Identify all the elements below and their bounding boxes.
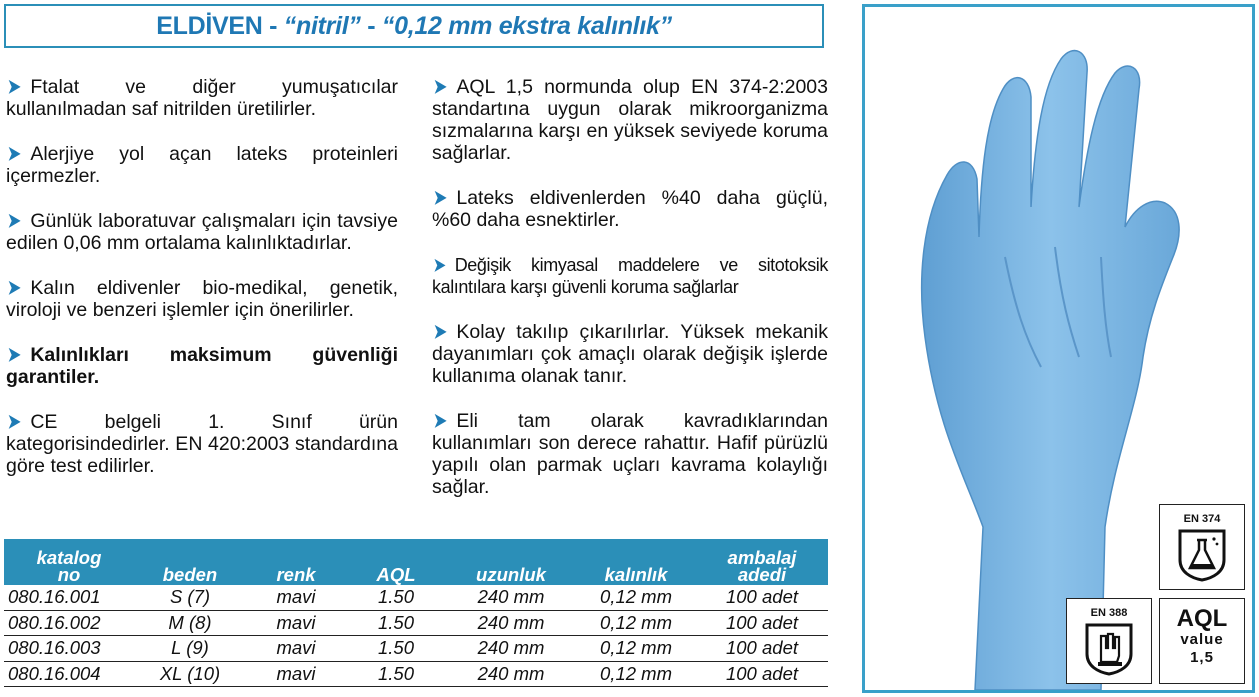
header-text: katalog no xyxy=(36,547,102,585)
cell-catalog: 080.16.001 xyxy=(4,585,134,610)
aql-value-label: value xyxy=(1180,631,1224,648)
cell-thickness: 0,12 mm xyxy=(576,610,696,636)
header-text: kalınlık xyxy=(604,564,668,585)
chevron-right-icon: ➤ xyxy=(433,410,447,432)
chevron-right-icon: ➤ xyxy=(7,344,21,366)
cell-color: mavi xyxy=(246,661,346,687)
cell-package: 100 adet xyxy=(696,636,828,662)
header-text: uzunluk xyxy=(476,564,546,585)
cell-thickness: 0,12 mm xyxy=(576,636,696,662)
title-italic-thickness: “0,12 mm ekstra kalınlık” xyxy=(381,11,672,40)
bullet-text: AQL 1,5 normunda olup EN 374-2:2003 standartına uygun olarak mikroorganizma sızmalarına karşı en yüksek seviyede koruma sağlarlar. xyxy=(432,76,828,164)
column-header-catalog xyxy=(4,539,134,585)
cell-thickness: 0,12 mm xyxy=(576,585,696,610)
aql-value: 1,5 xyxy=(1190,649,1214,666)
cell-length: 240 mm xyxy=(446,661,576,687)
en388-certification-badge xyxy=(1066,598,1152,684)
chevron-right-icon: ➤ xyxy=(433,76,447,98)
bullet-text: CE belgeli 1. Sınıf ürün kategorisindedirler. EN 420:2003 standardına göre test edilirler. xyxy=(6,411,398,477)
title-italic-nitril: “nitril” xyxy=(283,11,361,40)
cell-length: 240 mm xyxy=(446,636,576,662)
table-header-row xyxy=(4,539,828,585)
cell-length: 240 mm xyxy=(446,610,576,636)
header-text: beden xyxy=(162,564,218,585)
column-header-thickness xyxy=(576,539,696,585)
cell-thickness: 0,12 mm xyxy=(576,661,696,687)
cell-size: L (9) xyxy=(134,636,246,662)
table-row xyxy=(4,585,828,610)
page-title xyxy=(156,12,672,41)
cell-size: XL (10) xyxy=(134,661,246,687)
column-header-color xyxy=(246,539,346,585)
chevron-right-icon: ➤ xyxy=(433,255,446,275)
feature-list-right xyxy=(432,76,828,521)
list-item xyxy=(6,210,398,254)
chevron-right-icon: ➤ xyxy=(433,187,447,209)
list-item xyxy=(6,277,398,321)
en388-label: EN 388 xyxy=(1090,607,1128,619)
bullet-text: Lateks eldivenlerden %40 daha güçlü, %60 daha esnektirler. xyxy=(432,187,828,231)
chevron-right-icon: ➤ xyxy=(7,411,21,433)
column-header-aql xyxy=(346,539,446,585)
cell-size: M (8) xyxy=(134,610,246,636)
cell-catalog: 080.16.003 xyxy=(4,636,134,662)
table-row xyxy=(4,636,828,662)
aql-title: AQL xyxy=(1176,605,1228,632)
cell-aql: 1.50 xyxy=(346,610,446,636)
bullet-text: Ftalat ve diğer yumuşatıcılar kullanılmadan saf nitrilden üretilirler. xyxy=(6,76,398,120)
cell-package: 100 adet xyxy=(696,585,828,610)
cell-aql: 1.50 xyxy=(346,661,446,687)
list-item xyxy=(432,254,828,298)
cell-aql: 1.50 xyxy=(346,636,446,662)
bullet-text: Eli tam olarak kavradıklarından kullanımları son derece rahattır. Hafif pürüzlü yapılı olan parmak uçları kavrama kolaylığı sağlar. xyxy=(432,410,828,498)
mechanical-glove-icon xyxy=(1084,622,1134,676)
cell-length: 240 mm xyxy=(446,585,576,610)
title-banner xyxy=(4,4,824,48)
list-item xyxy=(6,143,398,187)
cell-package: 100 adet xyxy=(696,661,828,687)
chevron-right-icon: ➤ xyxy=(7,210,21,232)
chevron-right-icon: ➤ xyxy=(433,321,447,343)
bullet-text: Kalın eldivenler bio-medikal, genetik, viroloji ve benzeri işlemler için önerilirler. xyxy=(6,277,398,321)
list-item xyxy=(432,187,828,231)
header-text: renk xyxy=(276,564,316,585)
aql-value-badge xyxy=(1159,598,1245,684)
list-item xyxy=(432,76,828,164)
chemical-flask-icon xyxy=(1177,528,1227,582)
en374-certification-badge xyxy=(1159,504,1245,590)
chevron-right-icon: ➤ xyxy=(7,277,21,299)
glove-shape xyxy=(922,51,1179,690)
header-text: AQL xyxy=(376,564,416,585)
feature-list-left xyxy=(6,76,398,500)
header-text: ambalaj adedi xyxy=(727,547,797,585)
list-item xyxy=(6,411,398,477)
bullet-text: Değişik kimyasal maddelere ve sitotoksik kalıntılara karşı güvenli koruma sağlarlar xyxy=(432,255,828,297)
cell-catalog: 080.16.004 xyxy=(4,661,134,687)
list-item xyxy=(6,76,398,120)
en374-label: EN 374 xyxy=(1183,513,1221,525)
cell-color: mavi xyxy=(246,585,346,610)
table-row xyxy=(4,610,828,636)
cell-color: mavi xyxy=(246,636,346,662)
cell-color: mavi xyxy=(246,610,346,636)
list-item xyxy=(432,321,828,387)
bullet-text: Günlük laboratuvar çalışmaları için tavsiye edilen 0,06 mm ortalama kalınlıktadırlar. xyxy=(6,210,398,254)
product-spec-table xyxy=(4,539,828,687)
cell-aql: 1.50 xyxy=(346,585,446,610)
title-separator: - xyxy=(360,11,382,40)
product-photo xyxy=(862,4,1255,693)
list-item xyxy=(432,410,828,498)
chevron-right-icon: ➤ xyxy=(7,76,21,98)
column-header-length xyxy=(446,539,576,585)
bullet-text: Kalınlıkları maksimum güvenliği garantiler. xyxy=(6,344,398,388)
cell-size: S (7) xyxy=(134,585,246,610)
column-header-package xyxy=(696,539,828,585)
title-main: ELDİVEN - xyxy=(156,11,284,40)
cell-package: 100 adet xyxy=(696,610,828,636)
bullet-text: Alerjiye yol açan lateks proteinleri içermezler. xyxy=(6,143,398,187)
cell-catalog: 080.16.002 xyxy=(4,610,134,636)
table-row xyxy=(4,661,828,687)
list-item xyxy=(6,344,398,388)
chevron-right-icon: ➤ xyxy=(7,143,21,165)
column-header-size xyxy=(134,539,246,585)
bullet-text: Kolay takılıp çıkarılırlar. Yüksek mekanik dayanımları çok amaçlı olarak değişik işlerde kullanıma olanak tanır. xyxy=(432,321,828,387)
